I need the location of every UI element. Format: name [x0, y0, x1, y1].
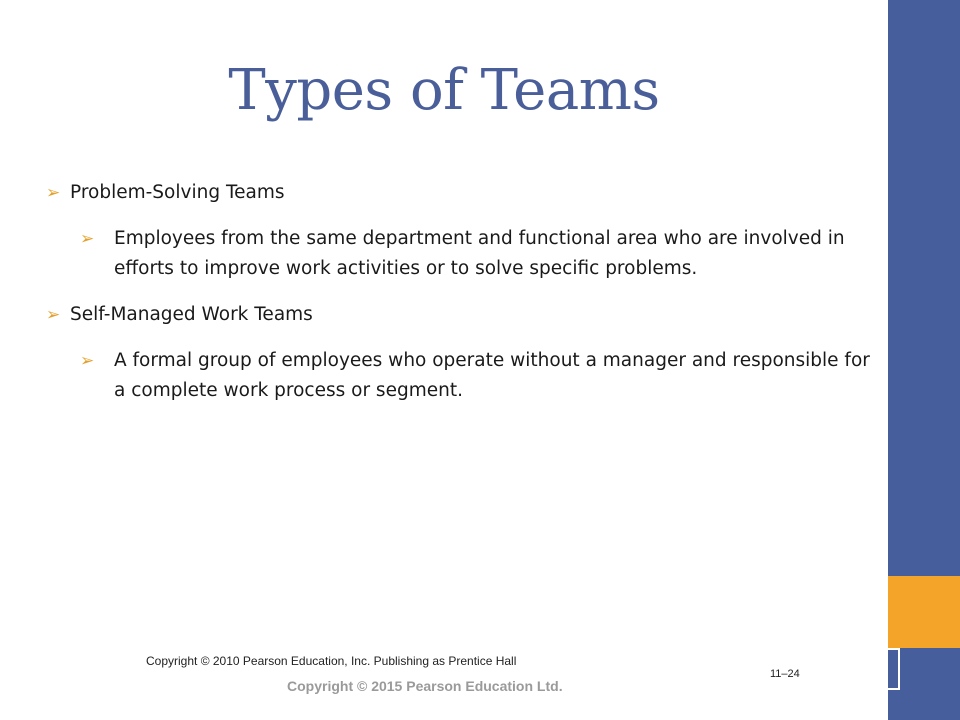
corner-bracket [886, 648, 900, 690]
bullet-item-self-managed [46, 300, 876, 330]
slide-title: Types of Teams [228, 58, 660, 123]
bullet-item-problem-solving [46, 178, 876, 208]
page-number: 11–24 [770, 668, 800, 680]
bullet-label: Problem-Solving Teams [70, 182, 285, 203]
bullet-list [46, 178, 876, 422]
copyright-line-1: Copyright © 2010 Pearson Education, Inc. Publishing as Prentice Hall [146, 654, 517, 668]
sub-bullet-text: A formal group of employees who operate without a manager and responsible for a complete work process or segment. [114, 350, 870, 401]
arrow-bullet-icon: ➢ [46, 183, 61, 203]
bullet-label: Self-Managed Work Teams [70, 304, 313, 325]
sub-bullet-text: Employees from the same department and functional area who are involved in efforts to improve work activities or to solve specific problems. [114, 228, 845, 279]
arrow-bullet-icon: ➢ [46, 305, 61, 325]
accent-band [888, 576, 960, 648]
sub-bullet-item-self-managed [46, 346, 876, 406]
arrow-bullet-icon: ➢ [80, 351, 95, 371]
copyright-line-2: Copyright © 2015 Pearson Education Ltd. [287, 678, 563, 694]
arrow-bullet-icon: ➢ [80, 229, 95, 249]
sub-bullet-item-problem-solving [46, 224, 876, 284]
